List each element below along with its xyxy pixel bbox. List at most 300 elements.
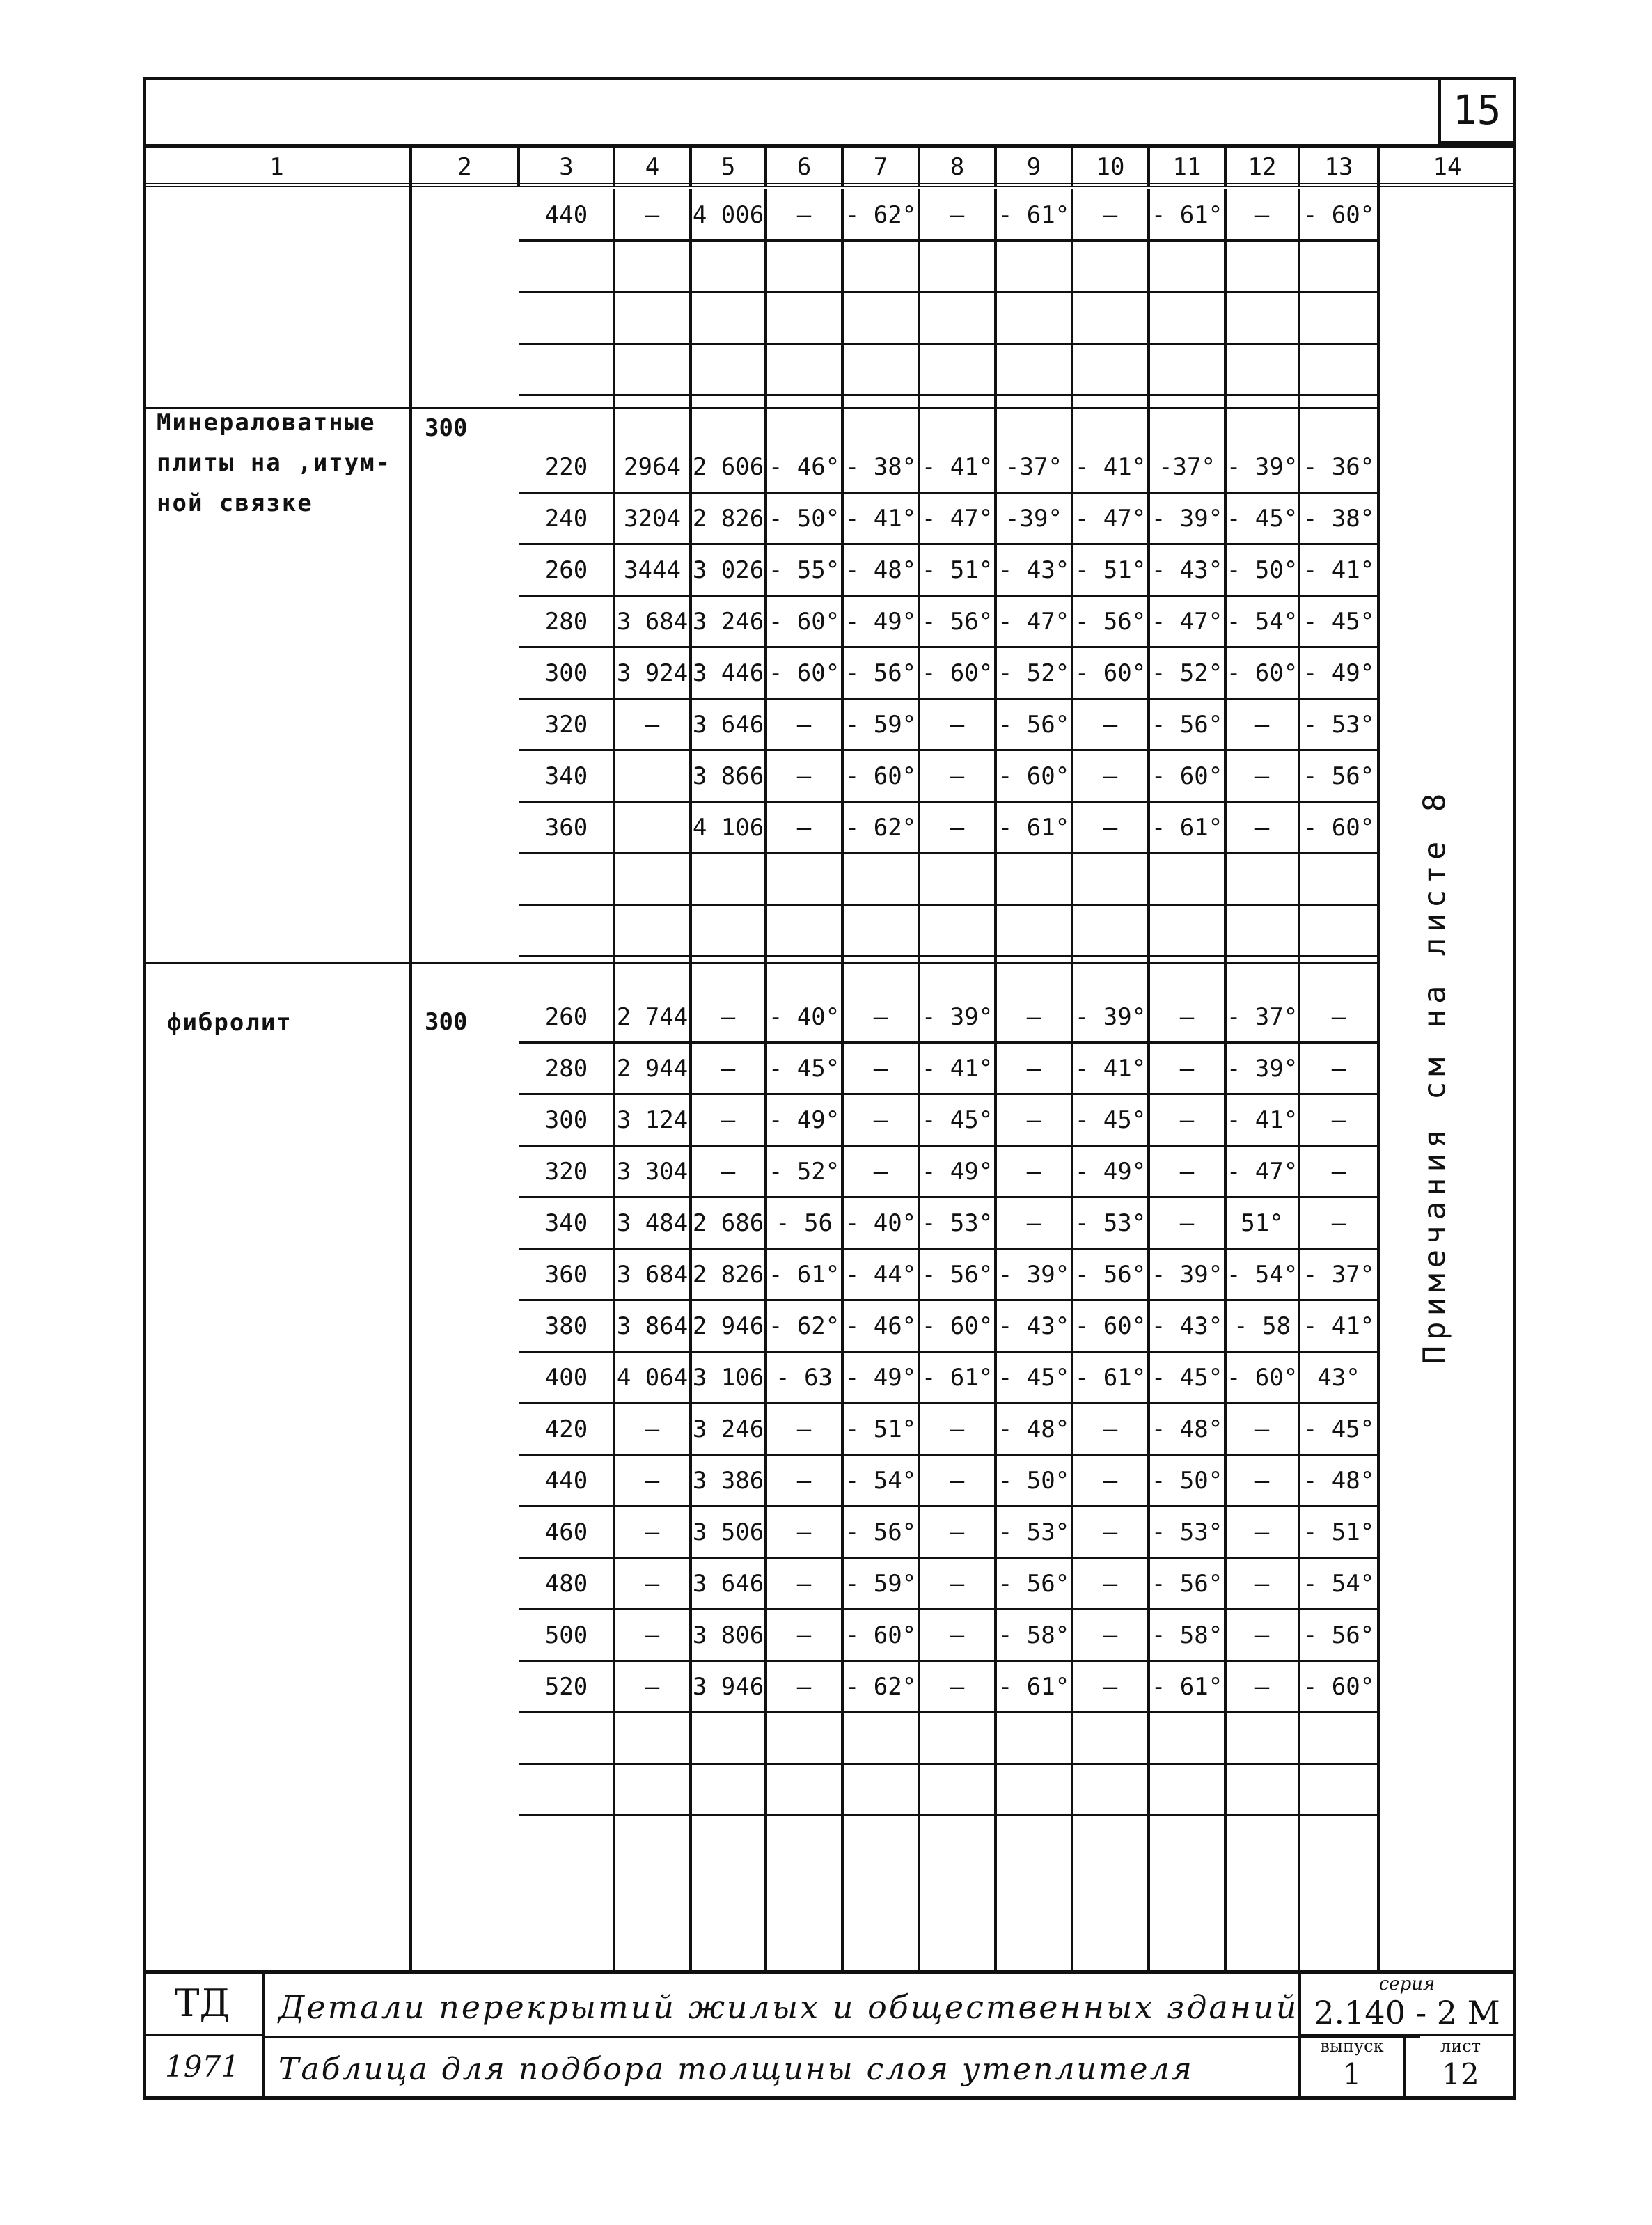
table-cell: 4 106 xyxy=(692,814,764,842)
table-cell: 3 806 xyxy=(692,1621,764,1649)
table-cell: — xyxy=(1103,1415,1118,1443)
table-cell: - 39° xyxy=(1151,1261,1223,1289)
table-cell: — xyxy=(1254,1570,1270,1598)
table-cell: - 54° xyxy=(1303,1570,1375,1598)
column-header: 10 xyxy=(1096,153,1125,181)
table-cell: 3 506 xyxy=(692,1518,764,1546)
row-line xyxy=(519,291,1378,293)
grid-vline xyxy=(689,189,692,407)
stamp-series-value: 2.140 - 2 М xyxy=(1314,1994,1500,2031)
table-cell: — xyxy=(950,1467,965,1495)
grid-vline xyxy=(1147,189,1150,407)
table-cell: - 49° xyxy=(844,1364,917,1392)
table-cell: 2964 xyxy=(624,453,681,481)
table-cell: - 50° xyxy=(998,1467,1070,1495)
table-cell: - 48° xyxy=(1303,1467,1375,1495)
table-cell: -37° xyxy=(1158,453,1216,481)
grid-vline xyxy=(841,408,844,964)
table-cell: - 47° xyxy=(1074,505,1147,533)
material-line: Минераловатные xyxy=(157,409,376,437)
table-cell: - 45° xyxy=(1303,608,1375,636)
table-cell: - 52° xyxy=(1151,659,1223,687)
table-cell: - 62° xyxy=(844,814,917,842)
table-cell: 2 606 xyxy=(692,453,764,481)
row-line xyxy=(519,343,1378,345)
table-cell: - 50° xyxy=(1226,556,1298,584)
table-cell: 3 924 xyxy=(616,659,689,687)
table-cell: - 56° xyxy=(998,1570,1070,1598)
table-cell: — xyxy=(1331,1106,1346,1134)
stamp-issue-label: выпуск xyxy=(1320,2036,1384,2056)
table-cell: 240 xyxy=(544,505,588,533)
table-cell: — xyxy=(645,1621,660,1649)
table-cell: — xyxy=(796,1570,812,1598)
grid-vline xyxy=(994,189,997,407)
grid-vline xyxy=(1298,189,1300,407)
table-cell: - 41° xyxy=(921,1055,993,1083)
table-cell: 2 826 xyxy=(692,1261,764,1289)
table-cell: - 60° xyxy=(998,762,1070,790)
grid-vline-header xyxy=(994,148,997,187)
column-header: 14 xyxy=(1433,153,1462,181)
grid-vline xyxy=(1071,964,1073,1970)
table-cell: 3 246 xyxy=(692,608,764,636)
row-line xyxy=(519,1711,1378,1713)
grid-vline-header xyxy=(689,148,692,187)
grid-vline xyxy=(689,964,692,1970)
grid-vline-header xyxy=(841,148,844,187)
grid-vline xyxy=(841,964,844,1970)
table-cell: 3 246 xyxy=(692,1415,764,1443)
table-cell: 3 446 xyxy=(692,659,764,687)
table-cell: 43° xyxy=(1317,1364,1360,1392)
stamp-year: 1971 xyxy=(143,2036,265,2100)
table-cell: 440 xyxy=(544,201,588,229)
column-header: 3 xyxy=(559,153,574,181)
table-cell: - 61° xyxy=(998,814,1070,842)
table-cell: — xyxy=(873,1003,888,1031)
table-cell: - 41° xyxy=(1303,556,1375,584)
table-cell: - 61° xyxy=(768,1261,840,1289)
table-cell: - 60° xyxy=(844,762,917,790)
table-cell: - 49° xyxy=(844,608,917,636)
table-cell: - 56° xyxy=(921,608,993,636)
table-cell: — xyxy=(1103,1467,1118,1495)
table-cell: — xyxy=(1103,814,1118,842)
table-cell: - 51° xyxy=(1303,1518,1375,1546)
table-cell: — xyxy=(796,1415,812,1443)
table-cell: - 51° xyxy=(1074,556,1147,584)
table-cell: - 47° xyxy=(998,608,1070,636)
table-cell: - 50° xyxy=(768,505,840,533)
table-cell: 3 684 xyxy=(616,608,689,636)
table-cell: - 61° xyxy=(1151,1673,1223,1701)
grid-vline xyxy=(764,964,767,1970)
table-cell: - 50° xyxy=(1151,1467,1223,1495)
table-cell: — xyxy=(1331,1055,1346,1083)
table-cell: — xyxy=(1103,1570,1118,1598)
table-cell: - 49° xyxy=(921,1158,993,1186)
table-cell: - 41° xyxy=(1074,453,1147,481)
table-cell: — xyxy=(645,1570,660,1598)
table-cell: - 54° xyxy=(844,1467,917,1495)
table-cell: - 53° xyxy=(998,1518,1070,1546)
stamp-series-box xyxy=(1301,1974,1513,2036)
grid-vline xyxy=(1147,964,1150,1970)
table-cell: - 47° xyxy=(921,505,993,533)
group-line xyxy=(143,962,1378,964)
table-cell: - 39° xyxy=(1226,1055,1298,1083)
table-cell: - 39° xyxy=(1151,505,1223,533)
table-cell: - 38° xyxy=(844,453,917,481)
table-cell: - 43° xyxy=(998,1312,1070,1340)
row-line xyxy=(519,955,1378,957)
table-cell: 3 946 xyxy=(692,1673,764,1701)
table-cell: — xyxy=(796,814,812,842)
table-cell: 260 xyxy=(544,1003,588,1031)
row-line xyxy=(519,394,1378,396)
grid-vline-header xyxy=(764,148,767,187)
table-cell: — xyxy=(645,1518,660,1546)
grid-vline xyxy=(1071,408,1073,964)
column-header: 11 xyxy=(1172,153,1202,181)
table-cell: 360 xyxy=(544,1261,588,1289)
grid-vline xyxy=(764,408,767,964)
thickness-mineral: 300 xyxy=(425,414,468,442)
material-line: фибролит xyxy=(167,1009,292,1037)
table-cell: — xyxy=(1254,1467,1270,1495)
table-cell: - 45° xyxy=(1226,505,1298,533)
table-cell: — xyxy=(796,201,812,229)
column-header: 6 xyxy=(796,153,812,181)
column-header: 9 xyxy=(1026,153,1041,181)
table-cell: - 39° xyxy=(1226,453,1298,481)
table-cell: — xyxy=(1103,711,1118,739)
table-cell: — xyxy=(645,1673,660,1701)
table-cell: - 46° xyxy=(768,453,840,481)
table-cell: — xyxy=(950,1621,965,1649)
table-cell: - 59° xyxy=(844,1570,917,1598)
table-cell: - 61° xyxy=(921,1364,993,1392)
table-cell: - 48° xyxy=(1151,1415,1223,1443)
table-cell: - 43° xyxy=(998,556,1070,584)
table-cell: — xyxy=(1254,711,1270,739)
table-cell: 3 106 xyxy=(692,1364,764,1392)
grid-vline-header xyxy=(1224,148,1227,187)
table-cell: — xyxy=(950,711,965,739)
table-cell: - 56° xyxy=(844,1518,917,1546)
material-mineral-wool xyxy=(157,402,391,524)
grid-vline-header xyxy=(1071,148,1073,187)
table-cell: 340 xyxy=(544,762,588,790)
grid-vline-header xyxy=(517,148,520,187)
table-cell: - 41° xyxy=(1226,1106,1298,1134)
table-cell: - 41° xyxy=(1303,1312,1375,1340)
table-cell: - 47° xyxy=(1226,1158,1298,1186)
table-cell: - 47° xyxy=(1151,608,1223,636)
table-cell: - 56° xyxy=(1074,608,1147,636)
table-cell: — xyxy=(796,762,812,790)
table-cell: - 60° xyxy=(1074,659,1147,687)
column-header: 1 xyxy=(269,153,284,181)
table-cell: — xyxy=(1331,1158,1346,1186)
table-cell: — xyxy=(1331,1209,1346,1237)
table-cell: 3 124 xyxy=(616,1106,689,1134)
table-cell: 51° xyxy=(1241,1209,1284,1237)
table-cell: - 51° xyxy=(844,1415,917,1443)
table-cell: - 60° xyxy=(1226,659,1298,687)
table-cell: - 41° xyxy=(1074,1055,1147,1083)
table-cell: 260 xyxy=(544,556,588,584)
table-cell: — xyxy=(1254,1621,1270,1649)
grid-vline xyxy=(689,408,692,964)
grid-vline xyxy=(918,408,920,964)
table-cell: - 62° xyxy=(768,1312,840,1340)
table-cell: — xyxy=(645,711,660,739)
table-cell: - 56° xyxy=(844,659,917,687)
table-cell: — xyxy=(1179,1106,1195,1134)
table-cell: - 60° xyxy=(768,608,840,636)
stamp-sheet-box xyxy=(1408,2036,1513,2100)
table-cell: 3 646 xyxy=(692,711,764,739)
table-cell: 2 826 xyxy=(692,505,764,533)
table-cell: — xyxy=(796,1621,812,1649)
table-cell: — xyxy=(1254,814,1270,842)
table-cell: - 58° xyxy=(1151,1621,1223,1649)
table-cell: - 54° xyxy=(1226,1261,1298,1289)
grid-vline xyxy=(841,189,844,407)
table-cell: - 55° xyxy=(768,556,840,584)
table-cell: - 51° xyxy=(921,556,993,584)
table-cell: — xyxy=(1026,1209,1041,1237)
column-header-row xyxy=(143,148,1516,187)
table-cell: — xyxy=(1026,1055,1041,1083)
table-cell: — xyxy=(1179,1003,1195,1031)
table-cell: — xyxy=(721,1055,736,1083)
table-cell xyxy=(614,802,691,854)
grid-vline xyxy=(1298,408,1300,964)
material-line: ной связке xyxy=(157,489,313,517)
table-cell: - 36° xyxy=(1303,453,1375,481)
table-cell: - 60° xyxy=(921,659,993,687)
table-cell: — xyxy=(950,1518,965,1546)
table-cell: - 53° xyxy=(1074,1209,1147,1237)
table-cell: — xyxy=(1254,762,1270,790)
grid-vline xyxy=(613,964,615,1970)
table-cell: 220 xyxy=(544,453,588,481)
table-cell: - 56° xyxy=(1151,711,1223,739)
table-cell: - 53° xyxy=(1303,711,1375,739)
table-cell: 360 xyxy=(544,814,588,842)
table-cell: 3 386 xyxy=(692,1467,764,1495)
table-cell: - 43° xyxy=(1151,556,1223,584)
table-cell: 320 xyxy=(544,711,588,739)
sheet-number: 15 xyxy=(1438,80,1513,144)
table-cell: - 54° xyxy=(1226,608,1298,636)
table-cell: - 39° xyxy=(1074,1003,1147,1031)
table-cell: 3444 xyxy=(624,556,681,584)
grid-vline xyxy=(1224,964,1227,1970)
grid-vline-header xyxy=(613,148,615,187)
table-cell: - 48° xyxy=(998,1415,1070,1443)
table-cell: 2 744 xyxy=(616,1003,689,1031)
table-cell: 480 xyxy=(544,1570,588,1598)
table-cell: — xyxy=(721,1003,736,1031)
table-cell: 3 864 xyxy=(616,1312,689,1340)
table-cell: - 60° xyxy=(1303,1673,1375,1701)
table-cell: 280 xyxy=(544,608,588,636)
grid-vline xyxy=(918,189,920,407)
table-cell xyxy=(614,750,691,802)
table-cell: — xyxy=(1103,1518,1118,1546)
table-cell: - 43° xyxy=(1151,1312,1223,1340)
row-line xyxy=(519,904,1378,906)
table-cell: 280 xyxy=(544,1055,588,1083)
stamp-issue-box xyxy=(1301,2036,1406,2100)
table-cell: - 61° xyxy=(1151,201,1223,229)
table-cell: - 62° xyxy=(844,201,917,229)
table-cell: - 61° xyxy=(998,1673,1070,1701)
table-cell: — xyxy=(721,1158,736,1186)
column-header: 8 xyxy=(950,153,965,181)
stamp-sheet-label: лист xyxy=(1440,2036,1481,2056)
table-cell: - 46° xyxy=(844,1312,917,1340)
grid-vline xyxy=(994,964,997,1970)
table-cell: — xyxy=(1254,1415,1270,1443)
table-cell: — xyxy=(1179,1209,1195,1237)
grid-vline xyxy=(918,964,920,1970)
table-cell: - 45° xyxy=(921,1106,993,1134)
table-cell: - 58° xyxy=(998,1621,1070,1649)
grid-vline xyxy=(764,189,767,407)
table-cell: - 39° xyxy=(921,1003,993,1031)
grid-vline-header xyxy=(918,148,920,187)
table-cell: 460 xyxy=(544,1518,588,1546)
table-cell: — xyxy=(796,1673,812,1701)
grid-vline xyxy=(613,189,615,407)
table-cell: - 61° xyxy=(1151,814,1223,842)
table-cell: 400 xyxy=(544,1364,588,1392)
side-note-text: Примечания см на листе 8 xyxy=(1417,787,1453,1364)
stamp-code: ТД xyxy=(143,1974,265,2036)
table-cell: 3204 xyxy=(624,505,681,533)
table-cell: - 45° xyxy=(768,1055,840,1083)
material-line: плиты на ,итум- xyxy=(157,449,392,477)
row-line xyxy=(519,852,1378,854)
table-cell: — xyxy=(1254,1673,1270,1701)
table-cell: - 60° xyxy=(844,1621,917,1649)
title-block xyxy=(143,1970,1516,2100)
table-cell: - 56° xyxy=(921,1261,993,1289)
table-cell: — xyxy=(950,814,965,842)
table-cell: 300 xyxy=(544,659,588,687)
table-cell: - 44° xyxy=(844,1261,917,1289)
table-cell: 3 684 xyxy=(616,1261,689,1289)
table-cell: — xyxy=(950,1415,965,1443)
table-cell: - 45° xyxy=(1074,1106,1147,1134)
table-cell: — xyxy=(1179,1055,1195,1083)
grid-vline xyxy=(1071,189,1073,407)
table-cell: - 49° xyxy=(768,1106,840,1134)
grid-vline xyxy=(1224,408,1227,964)
material-fibrolite xyxy=(167,1003,292,1043)
table-cell: - 41° xyxy=(844,505,917,533)
table-cell: 420 xyxy=(544,1415,588,1443)
table-cell: - 58 xyxy=(1234,1312,1291,1340)
table-cell: - 49° xyxy=(1303,659,1375,687)
table-cell: — xyxy=(1179,1158,1195,1186)
table-cell: — xyxy=(645,1415,660,1443)
table-cell: 520 xyxy=(544,1673,588,1701)
stamp-title-line2: Таблица для подбора толщины слоя утеплителя xyxy=(278,2052,1194,2087)
table-cell: — xyxy=(1254,201,1270,229)
table-cell: 2 944 xyxy=(616,1055,689,1083)
table-cell: - 61° xyxy=(998,201,1070,229)
table-cell: — xyxy=(873,1055,888,1083)
table-cell: - 56 xyxy=(776,1209,833,1237)
grid-vline-header xyxy=(1147,148,1150,187)
table-cell: 4 006 xyxy=(692,201,764,229)
table-cell: — xyxy=(645,201,660,229)
column-header: 7 xyxy=(873,153,888,181)
thickness-fibrolite: 300 xyxy=(425,1008,468,1036)
table-cell: - 40° xyxy=(844,1209,917,1237)
table-cell: - 45° xyxy=(1151,1364,1223,1392)
table-cell: - 61° xyxy=(1074,1364,1147,1392)
table-cell: — xyxy=(873,1158,888,1186)
table-cell: - 37° xyxy=(1226,1003,1298,1031)
table-cell: - 60° xyxy=(1303,814,1375,842)
table-cell: - 48° xyxy=(844,556,917,584)
table-cell: — xyxy=(1026,1106,1041,1134)
table-cell: 300 xyxy=(544,1106,588,1134)
grid-vline-major xyxy=(409,148,412,1970)
table-cell: 380 xyxy=(544,1312,588,1340)
stamp-sheet-value: 12 xyxy=(1442,2057,1479,2091)
table-cell: 340 xyxy=(544,1209,588,1237)
table-cell: 3 866 xyxy=(692,762,764,790)
grid-vline-header xyxy=(1298,148,1300,187)
grid-vline xyxy=(1224,189,1227,407)
table-cell: — xyxy=(873,1106,888,1134)
table-cell: — xyxy=(1103,1673,1118,1701)
side-note xyxy=(1383,717,1487,1434)
grid-vline xyxy=(994,408,997,964)
table-cell: - 37° xyxy=(1303,1261,1375,1289)
table-cell: 3 304 xyxy=(616,1158,689,1186)
table-cell: - 60° xyxy=(1074,1312,1147,1340)
table-cell: — xyxy=(1254,1518,1270,1546)
table-cell: — xyxy=(950,762,965,790)
table-cell: — xyxy=(796,1518,812,1546)
column-header: 5 xyxy=(721,153,736,181)
table-cell: - 49° xyxy=(1074,1158,1147,1186)
table-cell: - 41° xyxy=(921,453,993,481)
row-line xyxy=(519,239,1378,242)
table-cell: — xyxy=(1103,1621,1118,1649)
table-cell: - 40° xyxy=(768,1003,840,1031)
table-cell: 2 686 xyxy=(692,1209,764,1237)
table-cell: — xyxy=(796,711,812,739)
table-cell: — xyxy=(1026,1003,1041,1031)
table-cell: - 53° xyxy=(1151,1518,1223,1546)
table-cell: - 52° xyxy=(998,659,1070,687)
grid-vline xyxy=(1298,964,1300,1970)
table-cell: 440 xyxy=(544,1467,588,1495)
table-cell: - 62° xyxy=(844,1673,917,1701)
table-cell: - 52° xyxy=(768,1158,840,1186)
table-cell: - 56° xyxy=(1303,762,1375,790)
